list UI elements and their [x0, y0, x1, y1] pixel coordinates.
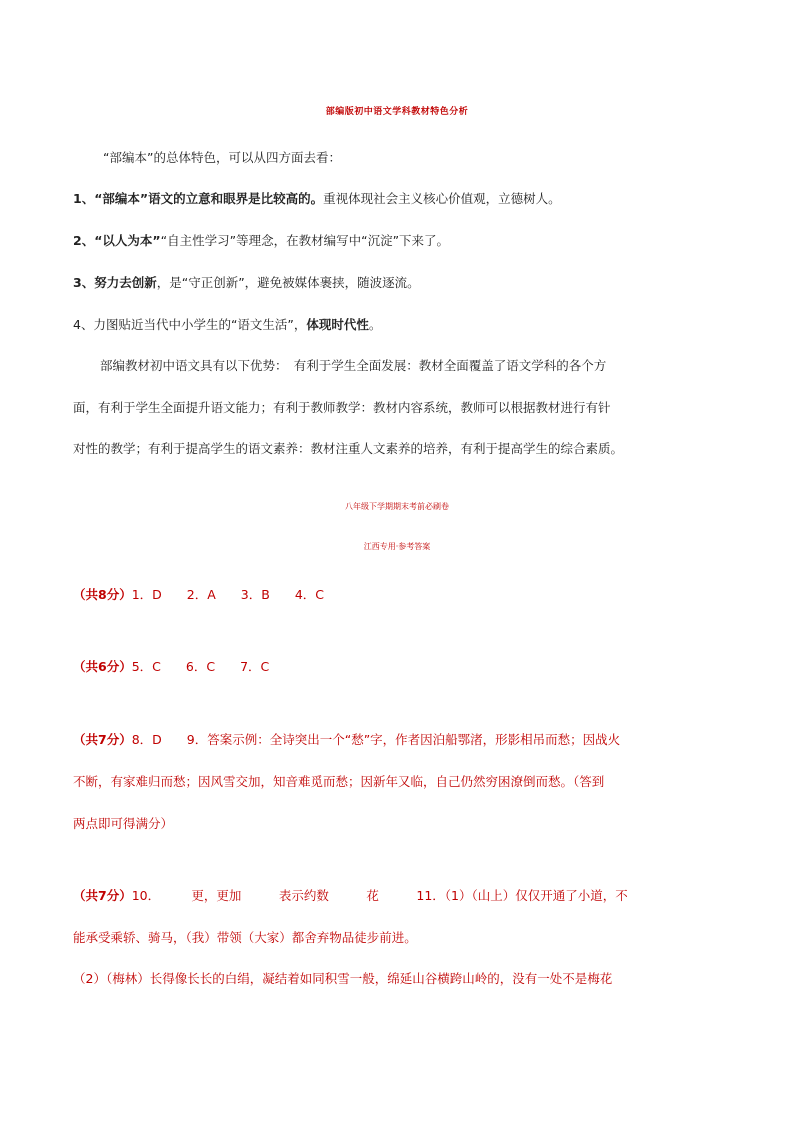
advantages-line-3: 对性的教学；有利于提高学生的语文素养：教材注重人文素养的培养，有利于提高学生的综合素质。 [73, 441, 624, 456]
intro-line: “部编本”的总体特色，可以从四方面去看： [103, 150, 341, 165]
answer-group-4-line-2: 能承受乘轿、骑马，（我）带领（大家）都舍弃物品徒步前进。 [73, 930, 417, 945]
feature-bold-text: 努力去创新 [94, 275, 157, 290]
answer-score-label: （共7分） [73, 888, 132, 903]
answer-text: 10． 更，更加 表示约数 花 11．（1）（山上）仅仅开通了小道，不 [131, 888, 628, 903]
feature-number: 1、 [73, 191, 95, 206]
advantages-line-2: 面，有利于学生全面提升语文能力；有利于教师教学：教材内容系统，教师可以根据教材进行有针 [73, 400, 611, 415]
feature-number: 2、 [73, 233, 95, 248]
answer-group-3-line-2: 不断，有家难归而愁；因风雪交加，知音难觅而愁；因新年又临，自己仍然穷困潦倒而愁。（答到 [73, 774, 605, 789]
advantages-line-1: 部编教材初中语文具有以下优势： 有利于学生全面发展：教材全面覆盖了语文学科的各个方 [100, 358, 607, 373]
feature-bold-text: “部编本”语文的立意和眼界是比较高的。 [94, 191, 324, 206]
exam-subtitle: 江西专用·参考答案 [363, 542, 431, 551]
answer-text: 5．C 6．C 7．C [131, 659, 270, 674]
feature-item-4 [73, 316, 381, 334]
answer-score-label: （共8分） [73, 587, 132, 602]
feature-bold-text: “以人为本” [94, 233, 161, 248]
feature-text: “自主性学习”等理念，在教材编写中“沉淀”下来了。 [160, 233, 450, 248]
feature-bold-text: 体现时代性 [306, 317, 369, 332]
answer-score-label: （共6分） [73, 659, 132, 674]
answer-score-label: （共7分） [73, 732, 132, 747]
answer-group-4-line-3: （2）（梅林）长得像长长的白绢，凝结着如同积雪一般，绵延山谷横跨山岭的，没有一处不是梅花 [73, 971, 613, 986]
answer-group-3 [73, 731, 620, 749]
page-title: 部编版初中语文学科教材特色分析 [325, 107, 469, 117]
answer-text: 1．D 2．A 3．B 4．C [131, 587, 324, 602]
answer-group-3-line-3: 两点即可得满分） [73, 816, 174, 831]
answer-group-2 [73, 658, 269, 676]
feature-number: 3、 [73, 275, 95, 290]
exam-title: 八年级下学期期末考前必刷卷 [345, 502, 449, 511]
answer-group-4 [73, 887, 628, 905]
answer-text: 8．D 9．答案示例：全诗突出一个“愁”字，作者因泊船鄂渚，形影相吊而愁；因战火 [131, 732, 621, 747]
feature-number: 4、 [73, 317, 94, 332]
feature-item-3 [73, 274, 420, 292]
feature-text: ，是“守正创新”，避免被媒体裹挟，随波逐流。 [156, 275, 420, 290]
feature-text: 力图贴近当代中小学生的“语文生活”， [93, 317, 307, 332]
answer-group-1 [73, 586, 324, 604]
feature-text-end: 。 [368, 317, 382, 332]
feature-item-1 [73, 190, 561, 208]
feature-text: 重视体现社会主义核心价值观，立德树人。 [323, 191, 561, 206]
feature-item-2 [73, 232, 449, 250]
